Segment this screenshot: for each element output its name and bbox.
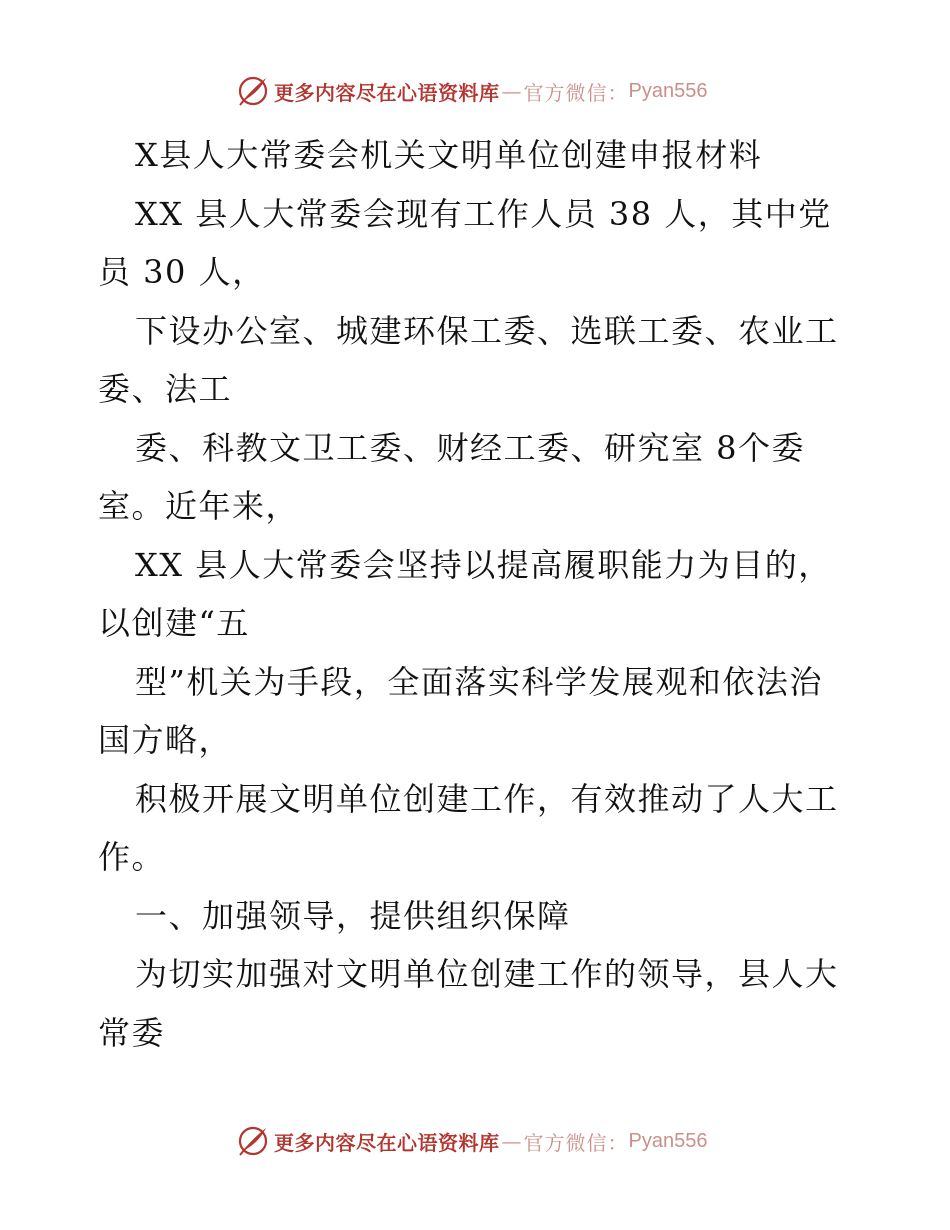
document-line: 委、法工 xyxy=(98,370,233,408)
document-line: 为切实加强对文明单位创建工作的领导，县人大 xyxy=(135,955,839,993)
document-line: 员 30 人， xyxy=(98,253,266,291)
quill-logo-icon xyxy=(236,1124,270,1158)
watermark-main-text: 更多内容尽在心语资料库 xyxy=(274,1130,500,1155)
document-line: 委、科教文卫工委、财经工委、研究室 8个委 xyxy=(135,428,806,467)
document-line: 下设办公室、城建环保工委、选联工委、农业工 xyxy=(135,311,839,350)
document-body xyxy=(98,126,858,1062)
document-line: XX 县人大常委会坚持以提高履职能力为目的， xyxy=(135,545,832,584)
watermark-wechat-label: 官方微信： xyxy=(523,80,629,105)
document-line: 以创建“五 xyxy=(98,604,250,642)
watermark-wechat-label: 官方微信： xyxy=(523,1130,629,1155)
document-line: 积极开展文明单位创建工作，有效推动了人大工 xyxy=(135,779,839,818)
watermark-main-text: 更多内容尽在心语资料库 xyxy=(274,80,500,105)
document-line: 室。近年来， xyxy=(98,487,300,525)
watermark-wechat-id: Pyan556 xyxy=(628,79,708,102)
document-line: 作。 xyxy=(98,838,166,876)
watermark-separator: — xyxy=(501,79,522,103)
footer-watermark xyxy=(236,1123,707,1159)
document-line: 国方略， xyxy=(98,721,233,759)
document-line: 型”机关为手段，全面落实科学发展观和依法治 xyxy=(135,662,823,701)
watermark-wechat-id: Pyan556 xyxy=(628,1129,708,1152)
header-watermark xyxy=(236,73,707,109)
document-line: 常委 xyxy=(98,1013,166,1052)
document-line: XX 县人大常委会现有工作人员 38 人，其中党 xyxy=(135,194,832,233)
quill-logo-icon xyxy=(236,74,270,108)
watermark-separator: — xyxy=(501,1129,522,1153)
document-line: 一、加强领导，提供组织保障 xyxy=(135,896,571,935)
document-line: X县人大常委会机关文明单位创建申报材料 xyxy=(135,136,763,174)
